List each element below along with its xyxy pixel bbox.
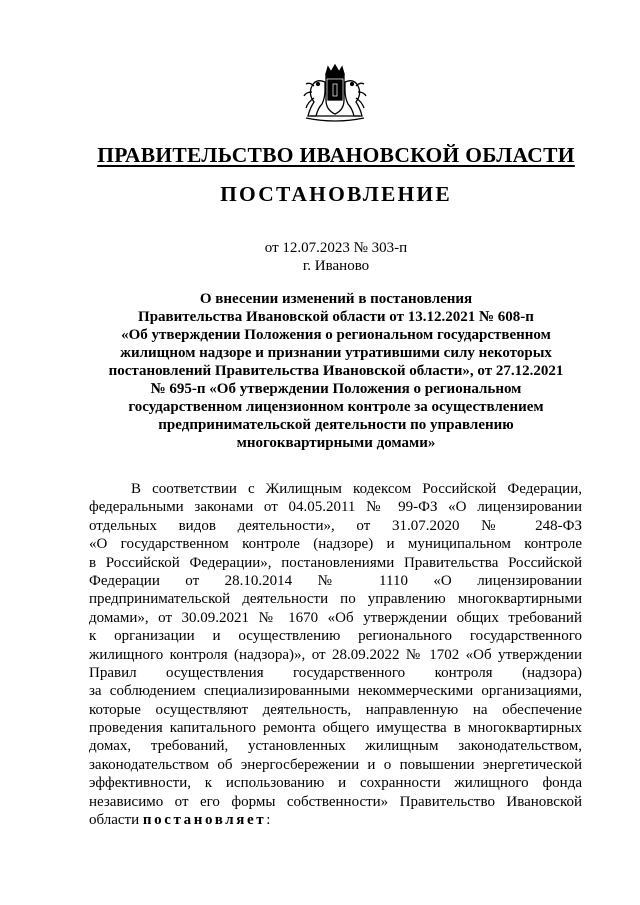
body-line: которые осуществляют деятельность, направленную на обеспечение [89, 701, 582, 718]
document-subject [40, 290, 632, 452]
last-line-prefix: области [89, 812, 140, 829]
body-line: «О государственном контроле (надзоре) и муниципальном контроле [89, 536, 582, 553]
subject-line: постановлений Правительства Ивановской области», от 27.12.2021 [108, 363, 564, 379]
subject-line: № 695-п «Об утверждении Положения о региональном [150, 381, 522, 397]
subject-line: многоквартирными домами» [236, 435, 436, 451]
body-line: независимо от его формы собственности» Правительство Ивановской [89, 793, 582, 810]
body-line: предпринимательской деятельности по управлению многоквартирными [89, 591, 582, 608]
body-last-line [89, 811, 582, 829]
subject-line: Правительства Ивановской области от 13.12.2021 № 608-п [138, 309, 534, 325]
body-line: отдельных видов деятельности», от 31.07.2020 № 248-ФЗ [89, 517, 582, 534]
body-line: домах, требований, установленных жилищным законодательством, [89, 738, 582, 755]
body-line: В соответствии с Жилищным кодексом Российской Федерации, [131, 481, 582, 497]
body-line: к организации и осуществлению регионального государственного [89, 628, 582, 645]
subject-line: государственном лицензионном контроле за осуществлением [128, 399, 544, 415]
government-title: ПРАВИТЕЛЬСТВО ИВАНОВСКОЙ ОБЛАСТИ [97, 143, 575, 167]
last-line-suffix: : [266, 812, 271, 829]
body-line: проведения капитального ремонта общего имущества в многоквартирных [89, 720, 582, 737]
subject-line: «Об утверждении Положения о региональном государственном [121, 327, 551, 343]
body-line: Правил осуществления государственного контроля (надзора) [89, 664, 582, 681]
body-line: за соблюдением специализированными некоммерческими организациями, [89, 683, 582, 700]
subject-line: жилищном надзоре и признании утратившими силу некоторых [120, 345, 552, 361]
body-line: эффективности, к использованию и сохранности жилищного фонда [89, 775, 582, 792]
document-city: г. Иваново [302, 258, 370, 274]
document-type-title: ПОСТАНОВЛЕНИЕ [220, 182, 452, 206]
document-body [89, 480, 582, 829]
coat-of-arms-icon [298, 62, 372, 124]
document-date-number: от 12.07.2023 № 303-п [264, 240, 408, 256]
subject-line: предпринимательской деятельности по управлению [158, 417, 514, 433]
resolution-word: постановляет [142, 812, 267, 829]
subject-line: О внесении изменений в постановления [199, 291, 473, 307]
body-line: федеральными законами от 04.05.2011 № 99-ФЗ «О лицензировании [89, 499, 582, 516]
body-line: Федерации от 28.10.2014 № 1110 «О лицензировании [89, 572, 582, 589]
body-line: домами», от 30.09.2021 № 1670 «Об утверждении общих требований [89, 609, 582, 626]
body-line: жилищного контроля (надзора)», от 28.09.2022 № 1702 «Об утверждении [89, 646, 582, 663]
body-line: законодательством об энергосбережении и о повышении энергетической [89, 756, 582, 773]
body-line: в Российской Федерации», постановлениями Правительства Российской [89, 554, 582, 571]
